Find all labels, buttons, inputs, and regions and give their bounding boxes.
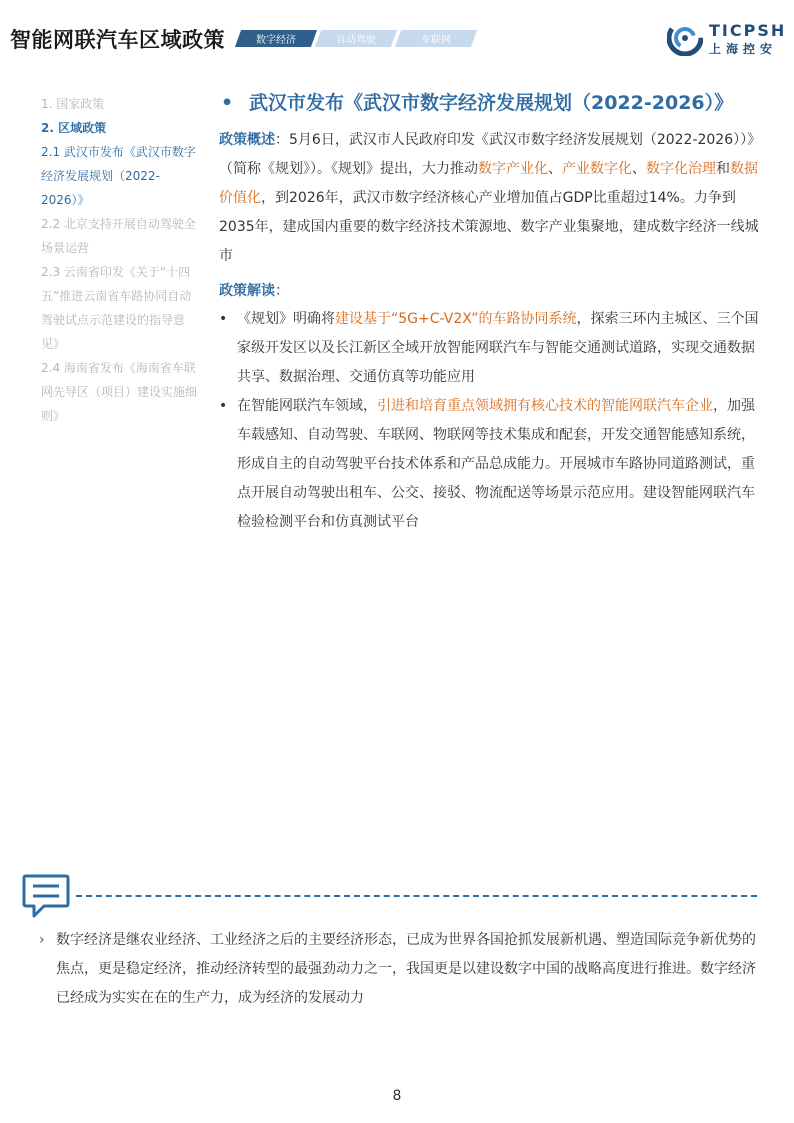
highlight-term: 数据价值化: [219, 161, 758, 206]
policy-overview: 政策概述：5月6日，武汉市人民政府印发《武汉市数字经济发展规划（2022-2026））》（简称《规划》）。《规划》提出，大力推动数字产业化、产业数字化、数字化治理和数据价值化，到2026年，武汉市数字经济核心产业增加值占GDP比重超过14%。力争到2035年，建成国内重要的数字经济技术策源地、数字产业集聚地，建成数字经济一线城市: [219, 132, 762, 264]
note-divider: [76, 895, 757, 897]
table-of-contents: [41, 92, 201, 428]
chevron-right-icon: ›: [39, 932, 45, 948]
interpretation-list: [219, 305, 767, 537]
note-body: 数字经济是继农业经济、工业经济之后的主要经济形态，已成为世界各国抢抓发展新机遇、塑造国际竞争新优势的焦点，更是稳定经济，推动经济转型的最强劲动力之一，我国更是以建设数字中国的战略高度进行推进。数字经济已经成为实实在在的生产力，成为经济的发展动力: [56, 932, 756, 1006]
list-bullet: •: [219, 398, 228, 414]
list-item: • 在智能网联汽车领域，引进和培育重点领域拥有核心技术的智能网联汽车企业，加强车载感知、自动驾驶、车联网、物联网等技术集成和配套，开发交通智能感知系统，形成自主的自动驾驶平台技术体系和产品总成能力。开展城市车路协同道路测试，重点开展自动驾驶出租车、公交、接驳、物流配送等场景示范应用。建设智能网联汽车检验检测平台和仿真测试平台: [219, 392, 767, 537]
toc-item-hainan[interactable]: 2.4 海南省发布《海南省车联网先导区（项目）建设实施细则》: [41, 361, 198, 423]
company-logo: [667, 20, 785, 58]
overview-label: 政策概述: [219, 132, 275, 148]
section-title-text: 武汉市发布《武汉市数字经济发展规划（2022-2026）》: [249, 92, 734, 114]
tag-connected-vehicles[interactable]: 车联网: [395, 30, 477, 47]
list-item: • 《规划》明确将建设基于“5G+C-V2X”的车路协同系统，探索三环内主城区、三个国家级开发区以及长江新区全域开放智能网联汽车与智能交通测试道路，实现交通数据共享、数据治理、交通仿真等功能应用: [219, 305, 767, 392]
toc-item-wuhan[interactable]: 2.1 武汉市发布《武汉市数字经济发展规划（2022-2026）》: [41, 145, 196, 207]
logo-text-en: TICPSH: [709, 21, 787, 40]
interpretation-label: 政策解读: [219, 283, 275, 299]
tag-autonomous-driving[interactable]: 自动驾驶: [315, 30, 397, 47]
note-text: [39, 926, 759, 1013]
tag-digital-economy[interactable]: 数字经济: [235, 30, 317, 47]
section-title: [219, 90, 767, 116]
toc-item-yunnan[interactable]: 2.3 云南省印发《关于“十四五”推进云南省车路协同自动驾驶试点示范建设的指导意见》: [41, 265, 192, 351]
toc-item-beijing[interactable]: 2.2 北京支持开展自动驾驶全场景运营: [41, 217, 196, 255]
highlight-term: 引进和培育重点领域拥有核心技术的智能网联汽车企业: [377, 398, 713, 414]
main-content: [219, 90, 767, 537]
logo-swirl-icon: [667, 20, 703, 56]
category-tags: [238, 30, 478, 47]
highlight-term: 数字化治理: [646, 161, 716, 177]
document-title: 智能网联汽车区域政策: [10, 28, 225, 52]
interpretation-heading: 政策解读：: [219, 283, 289, 299]
toc-item-regional-policy[interactable]: 2. 区域政策: [41, 121, 107, 135]
highlight-term: 产业数字化: [562, 161, 632, 177]
highlight-term: 建设基于“5G+C-V2X”的车路协同系统: [335, 311, 577, 327]
logo-text-cn: 上海控安: [709, 42, 778, 56]
toc-item-national-policy[interactable]: 1. 国家政策: [41, 97, 105, 111]
message-icon: [22, 873, 70, 919]
highlight-term: 数字产业化: [478, 161, 548, 177]
title-bullet: •: [221, 92, 234, 114]
page-number: 8: [392, 1088, 402, 1104]
list-bullet: •: [219, 311, 228, 327]
